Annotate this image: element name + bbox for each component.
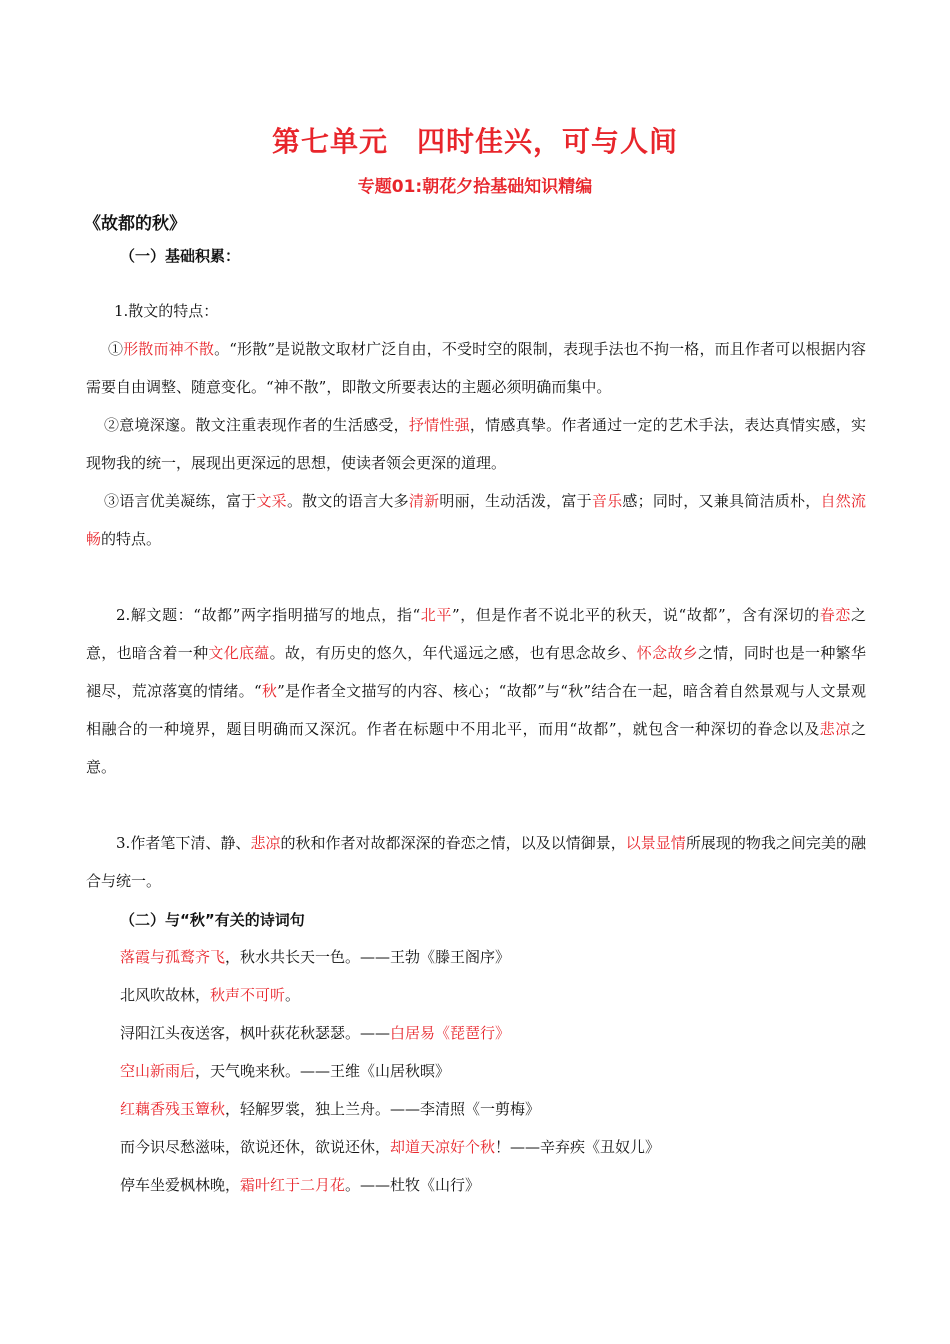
- item1-para2: [86, 406, 866, 482]
- page-title: 第七单元 四时佳兴，可与人间: [271, 125, 678, 158]
- poem-line: [120, 1023, 510, 1043]
- item1-heading: 1.散文的特点：: [114, 302, 219, 320]
- poem-line: [120, 1061, 450, 1081]
- highlighted-text: 自然流畅: [86, 492, 866, 548]
- item1-para3: [86, 482, 866, 558]
- highlighted-text: 文采: [256, 492, 287, 510]
- text-run: ！——辛弃疾《丑奴儿》: [495, 1138, 661, 1156]
- item3-paragraph: [86, 824, 866, 900]
- highlighted-text: 北平: [420, 606, 452, 624]
- essay-title: 《故都的秋》: [84, 214, 186, 234]
- text-run: ②意境深邃。散文注重表现作者的生活感受，: [104, 416, 409, 434]
- text-run: 。散文的语言大多: [286, 492, 409, 510]
- text-run: ，天气晚来秋。——王维《山居秋暝》: [195, 1062, 451, 1080]
- item2-paragraph: [86, 596, 866, 786]
- section-basic-heading: （一）基础积累：: [120, 247, 241, 265]
- text-run: 。——杜牧《山行》: [345, 1176, 481, 1194]
- highlighted-text: 清新: [408, 492, 440, 510]
- highlighted-text: 怀念故乡: [636, 644, 698, 662]
- text-run: ，轻解罗裳，独上兰舟。——李清照《一剪梅》: [225, 1100, 541, 1118]
- poem-line: [120, 947, 510, 967]
- highlighted-text: 音乐: [591, 492, 623, 510]
- highlighted-text: 却道天凉好个秋: [390, 1138, 496, 1156]
- poem-line: [120, 1175, 480, 1195]
- text-run: 。: [285, 986, 301, 1004]
- text-run: ①: [108, 340, 124, 358]
- text-run: 北风吹故林，: [120, 986, 211, 1004]
- highlighted-text: 眷恋: [819, 606, 851, 624]
- text-run: 停车坐爱枫林晚，: [120, 1176, 241, 1194]
- poem-line: [120, 1099, 540, 1119]
- highlighted-text: 秋声不可听: [210, 986, 286, 1004]
- text-run: 2.解文题：“故都”两字指明描写的地点，指“: [116, 606, 421, 624]
- text-run: 的特点。: [101, 530, 162, 548]
- text-run: 的秋和作者对故都深深的眷恋之情，以及以情御景，: [280, 834, 626, 852]
- text-run: 所展现的物我之间完美的融合与统一。: [86, 834, 866, 890]
- highlighted-text: 悲凉: [250, 834, 281, 852]
- page-subtitle: 专题01:朝花夕拾基础知识精编: [357, 177, 593, 197]
- text-run: 3.作者笔下清、静、: [116, 834, 251, 852]
- highlighted-text: 霜叶红于二月花: [240, 1176, 346, 1194]
- highlighted-text: 空山新雨后: [120, 1062, 196, 1080]
- text-run: 而今识尽愁滋味，欲说还休，欲说还休，: [120, 1138, 391, 1156]
- text-run: 明丽，生动活泼，富于: [439, 492, 592, 510]
- text-run: 。故，有历史的悠久，年代遥远之感，也有思念故乡、: [269, 644, 637, 662]
- text-run: ③语言优美凝练，富于: [104, 492, 257, 510]
- text-run: ”，但是作者不说北平的秋天，说“故都”，含有深切的: [451, 606, 820, 624]
- poem-line: [120, 985, 300, 1005]
- highlighted-text: 白居易《琵琶行》: [390, 1024, 511, 1042]
- text-run: 浔阳江头夜送客，枫叶荻花秋瑟瑟。——: [120, 1024, 391, 1042]
- text-run: 之情，同时也是一种繁华褪尽，荒凉落寞的情绪。“: [86, 644, 866, 700]
- text-run: 之意。: [86, 720, 866, 776]
- text-run: ，情感真挚。作者通过一定的艺术手法，表达真情实感，实现物我的统一，展现出更深远的思想，使读者领会更深的道理。: [86, 416, 866, 472]
- highlighted-text: 秋: [261, 682, 278, 700]
- text-run: ，秋水共长天一色。——王勃《滕王阁序》: [225, 948, 511, 966]
- poem-line: [120, 1137, 660, 1157]
- highlighted-text: 以景显情: [625, 834, 686, 852]
- item1-para1: [86, 330, 866, 406]
- highlighted-text: 悲凉: [819, 720, 851, 738]
- highlighted-text: 文化底蕴: [208, 644, 270, 662]
- highlighted-text: 形散而神不散: [123, 340, 215, 358]
- text-run: 之意，也暗含着一种: [86, 606, 866, 662]
- highlighted-text: 落霞与孤鹜齐飞: [120, 948, 226, 966]
- text-run: 。“形散”是说散文取材广泛自由，不受时空的限制，表现手法也不拘一格，而且作者可以根据内容需要自由调整、随意变化。“神不散”，即散文所要表达的主题必须明确而集中。: [86, 340, 866, 396]
- text-run: ”是作者全文描写的内容、核心；“故都”与“秋”结合在一起，暗含着自然景观与人文景观相融合的一种境界，题目明确而又深沉。作者在标题中不用北平，而用“故都”，就包含一种深切的眷念以及: [86, 682, 866, 738]
- section-poems-heading: （二）与“秋”有关的诗词句: [120, 911, 305, 929]
- highlighted-text: 抒情性强: [408, 416, 470, 434]
- text-run: 感；同时，又兼具简洁质朴，: [622, 492, 821, 510]
- highlighted-text: 红藕香残玉簟秋: [120, 1100, 226, 1118]
